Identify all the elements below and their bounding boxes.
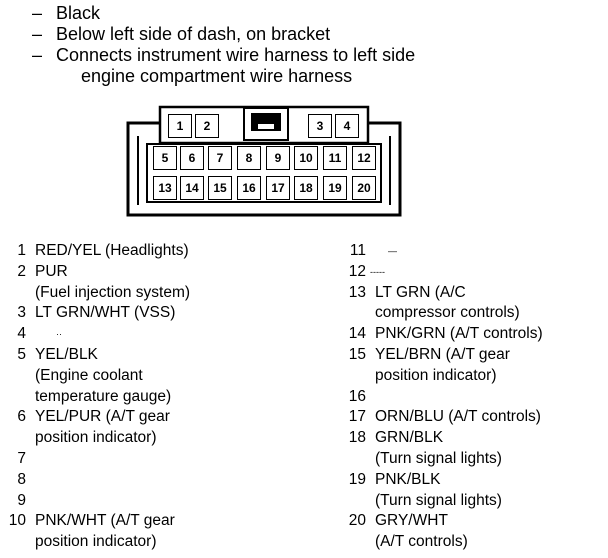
terminal-entry-4 bbox=[0, 324, 300, 345]
terminal-number: 18 bbox=[348, 429, 366, 447]
pin-7: 7 bbox=[208, 146, 232, 170]
terminal-desc: YEL/PUR (A/T gear bbox=[35, 408, 170, 426]
terminal-entry-19 bbox=[340, 470, 608, 512]
terminal-desc: GRN/BLK bbox=[375, 429, 444, 447]
terminal-desc: ·· bbox=[56, 329, 62, 340]
terminal-desc: GRY/WHT bbox=[375, 512, 448, 530]
terminal-desc: YEL/BRN (A/T gear bbox=[375, 345, 510, 363]
terminal-entry-9 bbox=[0, 491, 300, 512]
terminal-entry-3 bbox=[0, 303, 300, 324]
terminal-number: 20 bbox=[348, 512, 366, 530]
terminal-entry-11 bbox=[340, 241, 608, 262]
pin-6: 6 bbox=[180, 146, 204, 170]
terminal-entry-12 bbox=[340, 262, 608, 283]
terminal-desc: PNK/BLK bbox=[375, 470, 441, 488]
terminal-entry-6 bbox=[0, 407, 300, 449]
terminal-number: 16 bbox=[348, 387, 366, 405]
terminal-desc: ORN/BLU (A/T controls) bbox=[375, 408, 541, 426]
terminal-desc bbox=[35, 470, 39, 491]
pin-8: 8 bbox=[237, 146, 261, 170]
terminal-desc: (Fuel injection system) bbox=[35, 283, 191, 301]
terminal-desc: YEL/BLK bbox=[35, 345, 98, 363]
terminal-list-left bbox=[0, 241, 300, 553]
terminal-number: 5 bbox=[17, 345, 26, 363]
pin-4: 4 bbox=[335, 114, 359, 138]
terminal-desc: PNK/GRN (A/T controls) bbox=[375, 325, 543, 343]
terminal-desc: position indicator) bbox=[35, 533, 157, 551]
terminal-entry-7 bbox=[0, 449, 300, 470]
terminal-number: 9 bbox=[17, 491, 26, 509]
color-text: Black bbox=[56, 3, 101, 23]
terminal-entry-8 bbox=[0, 470, 300, 491]
terminal-desc: — bbox=[388, 246, 397, 256]
terminal-entry-20 bbox=[340, 511, 608, 553]
terminal-desc: compressor controls) bbox=[375, 304, 520, 322]
terminal-desc bbox=[35, 449, 39, 470]
pin-16: 16 bbox=[237, 176, 261, 200]
terminal-number: 10 bbox=[8, 512, 26, 530]
terminal-number: 19 bbox=[348, 470, 366, 488]
pin-19: 19 bbox=[323, 176, 347, 200]
terminal-entry-15 bbox=[340, 345, 608, 387]
terminal-entry-1 bbox=[0, 241, 300, 262]
terminal-number: 2 bbox=[17, 262, 26, 280]
header-continuation: engine compartment wire harness bbox=[81, 66, 353, 86]
pin-15: 15 bbox=[208, 176, 232, 200]
terminal-entry-14 bbox=[340, 324, 608, 345]
pin-12: 12 bbox=[352, 146, 376, 170]
terminal-entry-2 bbox=[0, 262, 300, 304]
terminal-number: 1 bbox=[17, 242, 26, 259]
pin-3: 3 bbox=[308, 114, 332, 138]
dash: – bbox=[32, 45, 43, 65]
terminal-entry-17 bbox=[340, 407, 608, 428]
terminal-desc: RED/YEL (Headlights) bbox=[35, 242, 189, 259]
terminal-entry-5 bbox=[0, 345, 300, 407]
dash: – bbox=[32, 3, 43, 23]
terminal-number: 17 bbox=[348, 408, 366, 426]
terminal-entry-10 bbox=[0, 511, 300, 553]
terminal-desc: LT GRN (A/C bbox=[375, 283, 466, 301]
terminal-number: 6 bbox=[17, 408, 26, 426]
terminal-desc: ----- bbox=[370, 266, 385, 277]
dash: – bbox=[32, 24, 43, 44]
function-text: Connects instrument wire harness to left side bbox=[56, 45, 416, 65]
terminal-number: 13 bbox=[348, 283, 366, 301]
terminal-desc bbox=[35, 491, 39, 512]
terminal-desc: PNK/WHT (A/T gear bbox=[35, 512, 175, 530]
terminal-desc bbox=[375, 387, 379, 408]
pin-17: 17 bbox=[266, 176, 290, 200]
pin-1: 1 bbox=[168, 114, 192, 138]
pin-13: 13 bbox=[153, 176, 177, 200]
terminal-number: 8 bbox=[17, 470, 26, 488]
terminal-number: 14 bbox=[348, 325, 366, 343]
pin-2: 2 bbox=[195, 114, 219, 138]
terminal-number: 15 bbox=[348, 345, 366, 363]
terminal-number: 4 bbox=[17, 325, 26, 343]
pin-18: 18 bbox=[294, 176, 318, 200]
terminal-entry-18 bbox=[340, 428, 608, 470]
pin-14: 14 bbox=[180, 176, 204, 200]
terminal-desc: temperature gauge) bbox=[35, 387, 172, 405]
terminal-desc: (Turn signal lights) bbox=[375, 449, 502, 467]
terminal-desc: (Engine coolant bbox=[35, 366, 143, 384]
terminal-desc: LT GRN/WHT (VSS) bbox=[35, 304, 176, 322]
terminal-desc: (Turn signal lights) bbox=[375, 491, 502, 509]
terminal-desc: (A/T controls) bbox=[375, 533, 468, 551]
pin-11: 11 bbox=[323, 146, 347, 170]
terminal-list-right bbox=[340, 241, 608, 553]
terminal-entry-13 bbox=[340, 283, 608, 325]
terminal-number: 11 bbox=[349, 242, 366, 259]
location-text: Below left side of dash, on bracket bbox=[56, 24, 331, 44]
terminal-desc: PUR bbox=[35, 262, 68, 280]
pin-20: 20 bbox=[352, 176, 376, 200]
terminal-number: 12 bbox=[348, 262, 366, 280]
pin-9: 9 bbox=[266, 146, 290, 170]
terminal-desc: position indicator) bbox=[375, 366, 497, 384]
pin-10: 10 bbox=[294, 146, 318, 170]
terminal-entry-16 bbox=[340, 387, 608, 408]
terminal-number: 7 bbox=[17, 449, 26, 467]
terminal-number: 3 bbox=[17, 304, 26, 322]
pin-5: 5 bbox=[153, 146, 177, 170]
terminal-desc: position indicator) bbox=[35, 429, 157, 447]
